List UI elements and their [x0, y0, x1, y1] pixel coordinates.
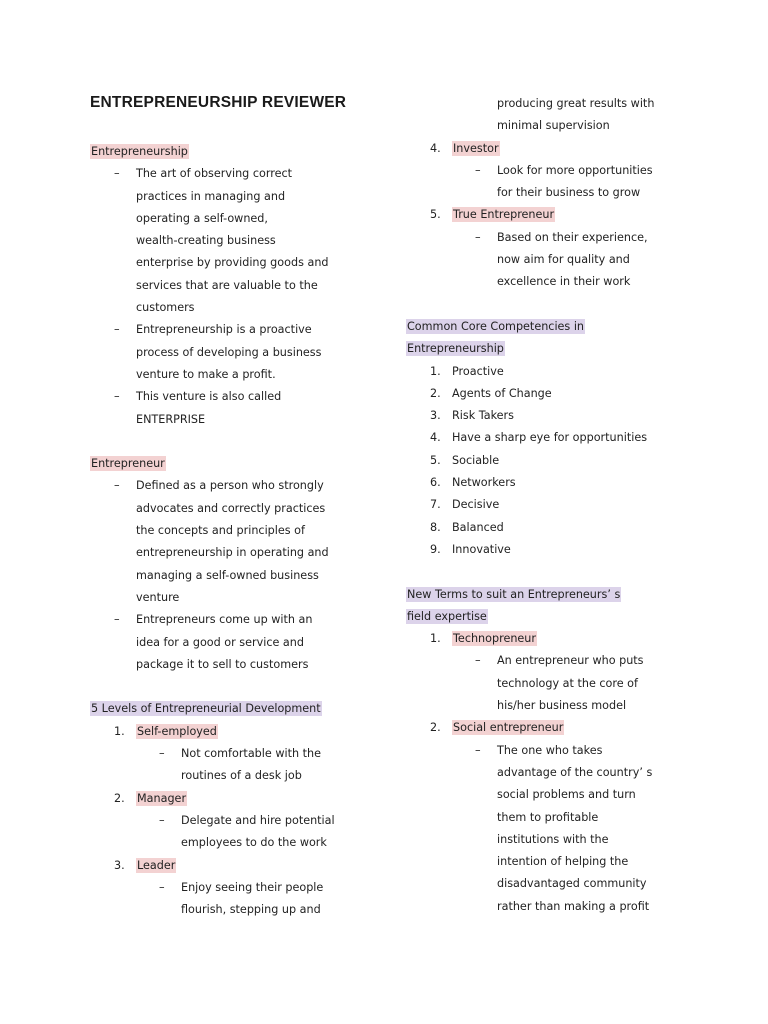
left-column [90, 141, 380, 921]
bullet-line: Look for more opportunities [497, 163, 653, 177]
bullet-line: advocates and correctly practices [136, 501, 326, 515]
section-entrepreneur [90, 453, 380, 475]
list-number: 7. [430, 498, 441, 512]
bullet-line: flourish, stepping up and [181, 903, 321, 917]
competency-label: Have a sharp eye for opportunities [452, 431, 648, 445]
list-number: 5. [430, 208, 441, 222]
section-entrepreneurship [90, 141, 380, 163]
bullet-line: Entrepreneurs come up with an [136, 613, 313, 627]
bullet-line: minimal supervision [497, 119, 610, 133]
competency-label: Agents of Change [452, 386, 552, 400]
bullet-line: Entrepreneurship is a proactive [136, 323, 312, 337]
term-label: Social entrepreneur [453, 721, 564, 735]
level-label: Manager [137, 791, 187, 805]
bullet-line: the concepts and principles of [136, 524, 305, 538]
bullet-line: entrepreneurship in operating and [136, 546, 329, 560]
competency-item [406, 472, 706, 494]
dash-marker: – [475, 654, 481, 668]
bullet-line: wealth-creating business [136, 234, 276, 248]
dash-marker: – [114, 323, 120, 337]
dash-marker: – [475, 743, 481, 757]
competency-label: Innovative [452, 542, 511, 556]
competency-label: Decisive [452, 498, 500, 512]
bullet-line: his/her business model [497, 699, 627, 713]
section-competencies [406, 316, 706, 361]
bullet-line: practices in managing and [136, 189, 286, 203]
bullet-line: them to profitable [497, 810, 599, 824]
level-label: Self-employed [137, 724, 217, 738]
list-number: 6. [430, 476, 441, 490]
bullet-line: services that are valuable to the [136, 278, 318, 292]
level-label: Investor [453, 141, 499, 155]
bullet-line: technology at the core of [497, 676, 638, 690]
bullet-item [90, 386, 380, 431]
level-label: True Entrepreneur [453, 208, 555, 222]
bullet-item [406, 160, 706, 205]
bullet-line: disadvantaged community [497, 877, 647, 891]
bullet-line: venture to make a profit. [136, 367, 276, 381]
list-number: 1. [114, 724, 125, 738]
bullet-line: producing great results with [497, 97, 655, 110]
heading-levels: 5 Levels of Entrepreneurial Development [91, 702, 321, 716]
bullet-item [90, 810, 380, 855]
bullet-item [406, 227, 706, 294]
competency-label: Risk Takers [452, 409, 514, 423]
list-number: 2. [114, 791, 125, 805]
bullet-item [90, 475, 380, 609]
bullet-line: Defined as a person who strongly [136, 479, 324, 493]
bullet-line: rather than making a profit [497, 899, 650, 913]
document-title: ENTREPRENEURSHIP REVIEWER [90, 94, 347, 111]
dash-marker: – [159, 747, 165, 761]
bullet-item [90, 743, 380, 788]
level-item [406, 138, 706, 160]
bullet-line: process of developing a business [136, 345, 322, 359]
heading-entrepreneurship: Entrepreneurship [91, 145, 188, 158]
competency-label: Sociable [452, 453, 500, 467]
competency-item [406, 450, 706, 472]
bullet-item [90, 163, 380, 319]
bullet-item [90, 609, 380, 676]
heading-competencies-line2: Entrepreneurship [407, 342, 504, 356]
level-item [90, 855, 380, 877]
competency-item [406, 383, 706, 405]
bullet-line: Not comfortable with the [181, 747, 321, 761]
list-number: 3. [114, 858, 125, 872]
dash-marker: – [114, 479, 120, 493]
list-number: 9. [430, 542, 441, 556]
term-item [406, 717, 706, 739]
competency-item [406, 361, 706, 383]
list-number: 3. [430, 409, 441, 423]
section-levels [90, 698, 380, 720]
bullet-line: idea for a good or service and [136, 635, 304, 649]
competency-item [406, 539, 706, 561]
dash-marker: – [114, 613, 120, 627]
bullet-line: The one who takes [497, 743, 603, 757]
bullet-line: Delegate and hire potential [181, 813, 335, 827]
bullet-line: social problems and turn [497, 788, 636, 802]
bullet-item [406, 650, 706, 717]
dash-marker: – [159, 813, 165, 827]
competency-item [406, 427, 706, 449]
competency-item [406, 494, 706, 516]
heading-entrepreneur: Entrepreneur [91, 457, 165, 471]
bullet-line: routines of a desk job [181, 769, 302, 783]
heading-competencies-line1: Common Core Competencies in [407, 319, 585, 333]
dash-marker: – [114, 390, 120, 404]
section-new-terms [406, 584, 706, 629]
bullet-item [90, 877, 380, 922]
list-number: 5. [430, 453, 441, 467]
bullet-line: advantage of the country’ s [497, 765, 653, 779]
competency-label: Balanced [452, 520, 504, 534]
bullet-line: excellence in their work [497, 275, 631, 289]
dash-marker: – [159, 880, 165, 894]
level-item [406, 204, 706, 226]
level-item [90, 788, 380, 810]
competency-item [406, 517, 706, 539]
bullet-line: employees to do the work [181, 836, 327, 850]
term-label: Technopreneur [453, 632, 536, 646]
list-number: 4. [430, 431, 441, 445]
list-number: 1. [430, 632, 441, 646]
list-number: 2. [430, 386, 441, 400]
bullet-line: enterprise by providing goods and [136, 256, 329, 270]
bullet-line: venture [136, 590, 180, 604]
competency-label: Networkers [452, 476, 516, 490]
bullet-line: Enjoy seeing their people [181, 880, 324, 894]
competency-item [406, 405, 706, 427]
bullet-line: This venture is also called [136, 390, 282, 404]
bullet-line: package it to sell to customers [136, 657, 309, 671]
right-column [406, 93, 706, 918]
bullet-line: customers [136, 301, 195, 315]
competency-label: Proactive [452, 364, 504, 378]
heading-new-terms-line1: New Terms to suit an Entrepreneurs’ s [407, 587, 621, 601]
bullet-line: The art of observing correct [136, 167, 293, 181]
bullet-line: for their business to grow [497, 186, 641, 200]
list-number: 2. [430, 721, 441, 735]
term-item [406, 628, 706, 650]
bullet-line: institutions with the [497, 832, 609, 846]
list-number: 8. [430, 520, 441, 534]
list-number: 1. [430, 364, 441, 378]
dash-marker: – [475, 163, 481, 177]
bullet-line: Based on their experience, [497, 230, 648, 244]
dash-marker: – [475, 230, 481, 244]
bullet-line: now aim for quality and [497, 253, 630, 267]
bullet-item [406, 740, 706, 918]
bullet-line: managing a self-owned business [136, 568, 319, 582]
dash-marker: – [114, 167, 120, 181]
bullet-line: An entrepreneur who puts [497, 654, 644, 668]
level-item [90, 721, 380, 743]
heading-new-terms-line2: field expertise [407, 609, 487, 623]
bullet-line: ENTERPRISE [136, 412, 206, 426]
level-label: Leader [137, 858, 176, 872]
bullet-line: operating a self-owned, [136, 211, 268, 225]
bullet-line: intention of helping the [497, 855, 629, 869]
bullet-continuation [406, 93, 706, 138]
list-number: 4. [430, 141, 441, 155]
bullet-item [90, 319, 380, 386]
